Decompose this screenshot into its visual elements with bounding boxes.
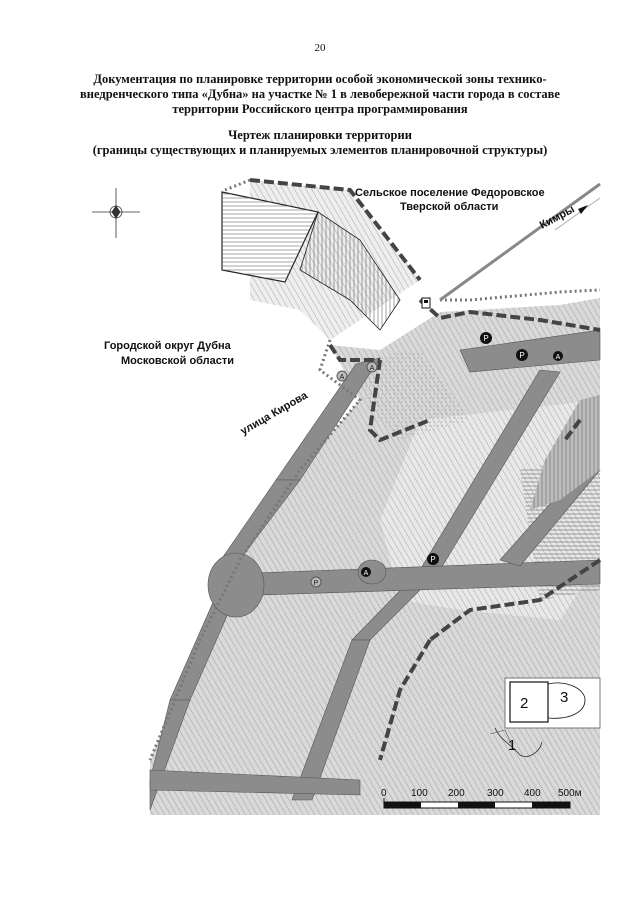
inset-zone-2: 2 <box>520 695 529 712</box>
urban-district-label-line1: Городской округ Дубна <box>104 340 231 352</box>
drawing-title <box>60 128 580 158</box>
svg-text:A: A <box>555 354 561 361</box>
bus-stop-marker <box>553 351 563 361</box>
planning-map <box>0 165 640 815</box>
territory-area <box>150 298 600 815</box>
svg-text:A: A <box>339 374 345 381</box>
rural-settlement-label-line2: Тверской области <box>400 201 499 213</box>
document-title: Документация по планировке территории особой экономической зоны технико-внедренческого типа «Дубна» на участке № 1 в левобережной части города в составе территории Российского центра программирования <box>80 72 560 116</box>
urban-district-label-line2: Московской области <box>121 355 235 367</box>
rural-settlement-label-line1: Сельское поселение Федоровское <box>355 187 545 199</box>
street-label: улица Кирова <box>238 389 310 438</box>
bus-stop-marker <box>361 567 371 577</box>
svg-text:P: P <box>483 334 489 343</box>
inset-zone-3: 3 <box>560 689 569 706</box>
fuel-station-icon <box>422 298 430 308</box>
scale-tick: 500м <box>558 788 582 799</box>
inset-zone-1: 1 <box>508 737 517 754</box>
parking-marker <box>311 577 321 587</box>
parking-marker <box>427 553 439 565</box>
svg-text:P: P <box>430 555 436 564</box>
page-number: 20 <box>314 42 326 54</box>
svg-text:A: A <box>363 570 369 577</box>
svg-text:P: P <box>313 580 319 587</box>
northern-parcel <box>222 180 420 340</box>
scale-tick: 400 <box>524 788 541 799</box>
compass-icon <box>92 188 140 238</box>
scale-tick: 0 <box>381 788 387 799</box>
svg-text:P: P <box>519 351 525 360</box>
parking-marker <box>480 332 492 344</box>
svg-text:A: A <box>369 365 375 372</box>
scale-tick: 200 <box>448 788 465 799</box>
bus-stop-marker <box>337 371 347 381</box>
drawing-title-line2: (границы существующих и планируемых элементов планировочной структуры) <box>92 143 548 157</box>
scale-tick: 300 <box>487 788 504 799</box>
scale-tick: 100 <box>411 788 428 799</box>
drawing-title-line1: Чертеж планировки территории <box>228 128 412 142</box>
parking-marker <box>516 349 528 361</box>
kimry-label: Кимры <box>537 203 577 232</box>
bus-stop-marker <box>367 362 377 372</box>
